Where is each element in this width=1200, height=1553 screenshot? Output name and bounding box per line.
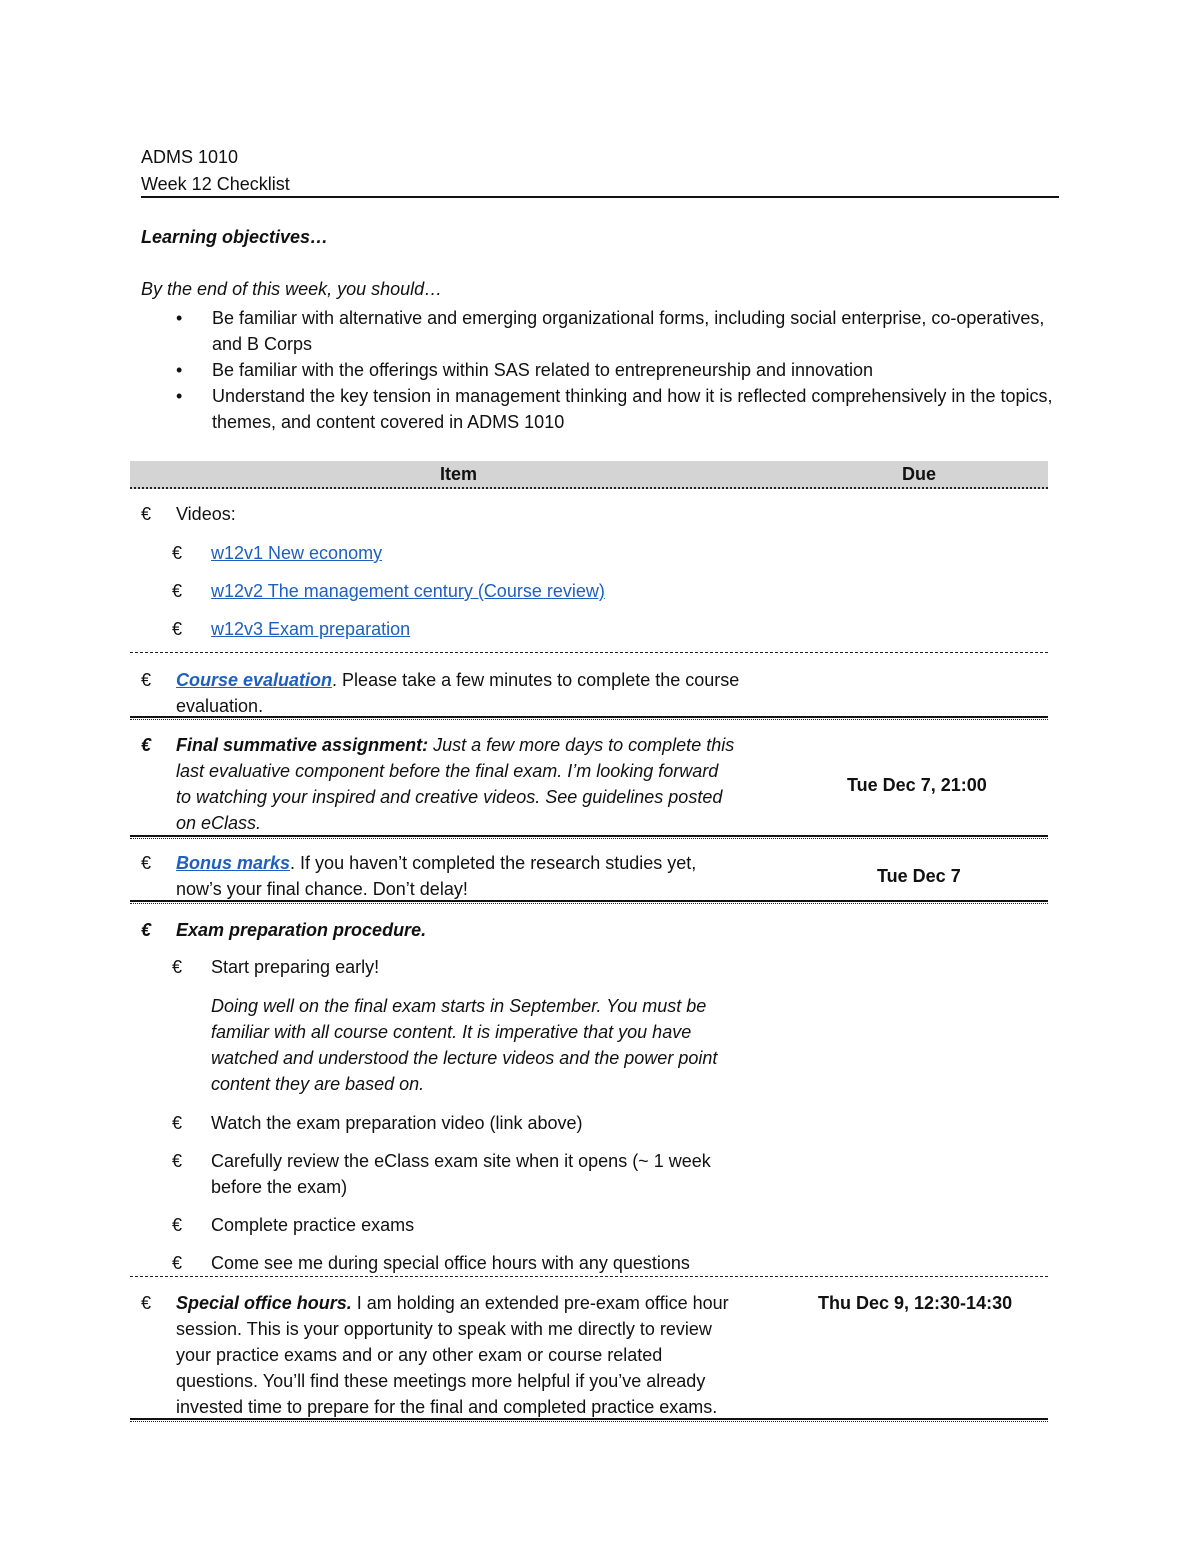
course-evaluation-text: . Please take a few minutes to complete the course xyxy=(332,670,740,690)
objective-text: Be familiar with the offerings within SAS related to entrepreneurship and innovation xyxy=(212,360,874,380)
final-assignment-title: Final summative assignment: xyxy=(176,735,429,755)
exam-prep-note-text: watched and understood the lecture videos and the power point xyxy=(211,1048,718,1068)
exam-prep-step-text: Carefully review the eClass exam site when it opens (~ 1 week xyxy=(211,1151,711,1171)
exam-prep-step: Watch the exam preparation video (link above) xyxy=(211,1113,583,1133)
objectives-list xyxy=(176,305,1056,435)
course-code: ADMS 1010 xyxy=(141,147,239,167)
header-divider xyxy=(141,196,1059,198)
office-hours-text: I am holding an extended pre-exam office hour xyxy=(351,1293,729,1313)
row-divider xyxy=(130,652,1048,653)
checkbox-icon[interactable]: € xyxy=(172,957,183,977)
table-header xyxy=(130,461,1048,489)
objectives-title: Learning objectives… xyxy=(141,227,329,247)
exam-prep-note-text: Doing well on the final exam starts in September. You must be xyxy=(211,996,707,1016)
final-assignment-row xyxy=(176,732,796,836)
office-hours-title: Special office hours. xyxy=(176,1293,352,1313)
checkbox-icon[interactable]: € xyxy=(172,1113,183,1133)
office-hours-text: session. This is your opportunity to speak with me directly to review xyxy=(176,1319,712,1339)
checkbox-icon[interactable]: € xyxy=(141,920,152,940)
bullet-icon: • xyxy=(176,308,183,328)
video-link-w12v3[interactable]: w12v3 Exam preparation xyxy=(211,619,411,639)
column-header-item: Item xyxy=(440,464,478,484)
final-assignment-text: last evaluative component before the final exam. I’m looking forward xyxy=(176,761,719,781)
list-item xyxy=(176,305,1056,357)
list-item xyxy=(176,383,1056,435)
document-header xyxy=(141,144,1059,198)
bullet-icon: • xyxy=(176,386,183,406)
checkbox-icon[interactable]: € xyxy=(172,1215,183,1235)
bonus-marks-text: now’s your final chance. Don’t delay! xyxy=(176,879,468,899)
checkbox-icon[interactable]: € xyxy=(172,543,183,563)
office-hours-text: questions. You’ll find these meetings more helpful if you’ve already xyxy=(176,1371,706,1391)
bullet-icon: • xyxy=(176,360,183,380)
office-hours-text: your practice exams and or any other exam or course related xyxy=(176,1345,663,1365)
exam-prep-note-text: familiar with all course content. It is imperative that you have xyxy=(211,1022,692,1042)
checkbox-icon[interactable]: € xyxy=(172,1253,183,1273)
exam-prep-step: Come see me during special office hours with any questions xyxy=(211,1253,690,1273)
final-assignment-text: Just a few more days to complete this xyxy=(428,735,735,755)
due-date: Tue Dec 7 xyxy=(877,866,961,886)
due-date: Tue Dec 7, 21:00 xyxy=(847,775,987,795)
final-assignment-text: to watching your inspired and creative videos. See guidelines posted xyxy=(176,787,723,807)
exam-prep-step-text: before the exam) xyxy=(211,1177,348,1197)
exam-prep-step: Start preparing early! xyxy=(211,957,380,977)
checkbox-icon[interactable]: € xyxy=(172,1151,183,1171)
checkbox-icon[interactable]: € xyxy=(141,504,152,524)
bonus-marks-link[interactable]: Bonus marks xyxy=(176,853,291,873)
videos-label: Videos: xyxy=(176,504,236,524)
page-title: Week 12 Checklist xyxy=(141,174,290,194)
row-divider xyxy=(130,900,1048,904)
bonus-marks-text: . If you haven’t completed the research studies yet, xyxy=(290,853,697,873)
course-evaluation-row xyxy=(176,667,796,719)
row-divider xyxy=(130,835,1048,839)
bonus-marks-row xyxy=(176,850,796,902)
exam-prep-note xyxy=(211,993,801,1097)
exam-prep-step xyxy=(211,1148,801,1200)
checkbox-icon[interactable]: € xyxy=(141,853,152,873)
row-divider xyxy=(130,1418,1048,1422)
checkbox-icon[interactable]: € xyxy=(141,670,152,690)
list-item xyxy=(176,357,1056,383)
video-link-w12v2[interactable]: w12v2 The management century (Course review) xyxy=(211,581,605,601)
office-hours-row xyxy=(176,1290,796,1420)
office-hours-text: invested time to prepare for the final and completed practice exams. xyxy=(176,1397,718,1417)
exam-prep-step: Complete practice exams xyxy=(211,1215,415,1235)
column-header-due: Due xyxy=(902,464,937,484)
checkbox-icon[interactable]: € xyxy=(172,581,183,601)
objectives-intro: By the end of this week, you should… xyxy=(141,279,443,299)
checkbox-icon[interactable]: € xyxy=(141,1293,152,1313)
video-link-w12v1[interactable]: w12v1 New economy xyxy=(211,543,383,563)
due-date: Thu Dec 9, 12:30-14:30 xyxy=(818,1293,1013,1313)
exam-prep-title: Exam preparation procedure. xyxy=(176,920,427,940)
objective-text: Understand the key tension in management thinking and how it is reflected comprehensively in the topics, themes, and content covered in ADMS 1010 xyxy=(212,386,1053,432)
row-divider xyxy=(130,1276,1048,1277)
row-divider xyxy=(130,716,1048,720)
final-assignment-text: on eClass. xyxy=(176,813,262,833)
objective-text: Be familiar with alternative and emerging organizational forms, including social enterprise, co-operatives, and B Corps xyxy=(212,308,1045,354)
checkbox-icon[interactable]: € xyxy=(141,735,152,755)
checkbox-icon[interactable]: € xyxy=(172,619,183,639)
exam-prep-note-text: content they are based on. xyxy=(211,1074,425,1094)
course-evaluation-link[interactable]: Course evaluation xyxy=(176,670,333,690)
course-evaluation-text: evaluation. xyxy=(176,696,264,716)
